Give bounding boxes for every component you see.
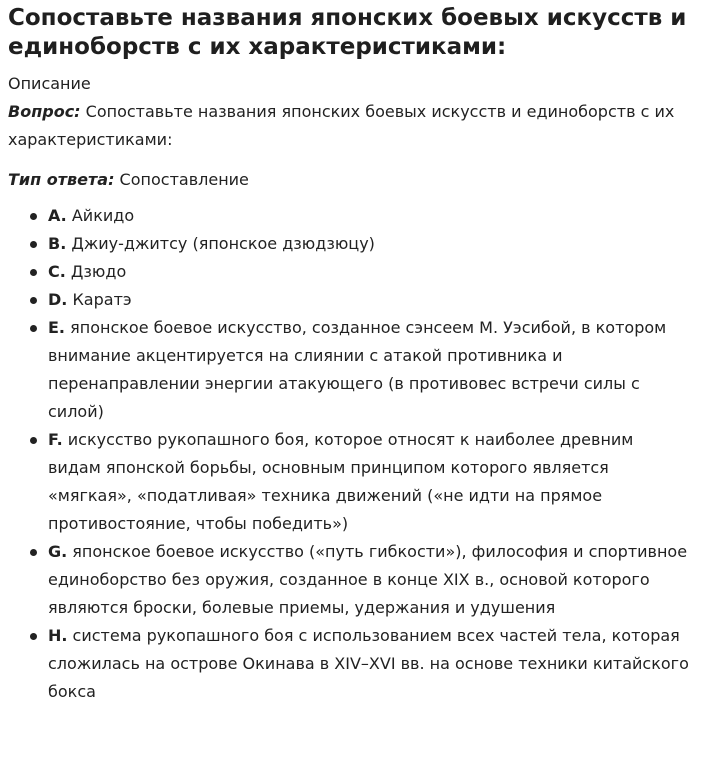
- bullet-icon: [30, 213, 37, 220]
- bullet-icon: [30, 269, 37, 276]
- bullet-icon: [30, 325, 37, 332]
- list-item: [30, 202, 691, 230]
- item-letter: C.: [48, 262, 66, 281]
- item-letter: D.: [48, 290, 68, 309]
- list-item: [30, 622, 691, 706]
- bullet-icon: [30, 633, 37, 640]
- matching-items-list: [8, 202, 691, 706]
- list-item: [30, 538, 691, 622]
- item-text: японское боевое искусство («путь гибкости»), философия и спортивное единоборство без оружия, созданное в конце XIX в., основой которого являются броски, болевые приемы, удержания и удушения: [48, 542, 688, 617]
- item-letter: H.: [48, 626, 68, 645]
- item-letter: A.: [48, 206, 67, 225]
- item-text: система рукопашного боя с использованием всех частей тела, которая сложилась на острове Окинава в XIV–XVI вв. на основе техники китайского бокса: [48, 626, 689, 701]
- item-text: искусство рукопашного боя, которое относят к наиболее древним видам японской борьбы, основным принципом которого является «мягкая», «податливая» техника движений («не идти на прямое противостояние, чтобы победить»): [48, 430, 634, 533]
- bullet-icon: [30, 241, 37, 248]
- page-title: Сопоставьте названия японских боевых искусств и единоборств с их характеристиками:: [8, 5, 687, 60]
- item-letter: F.: [48, 430, 63, 449]
- list-item: [30, 230, 691, 258]
- bullet-icon: [30, 437, 37, 444]
- item-letter: E.: [48, 318, 66, 337]
- answer-type-paragraph: [8, 166, 691, 194]
- item-text: Дзюдо: [65, 262, 127, 281]
- list-item: [30, 286, 691, 314]
- item-text: Айкидо: [66, 206, 135, 225]
- answer-type-label: Тип ответа:: [8, 170, 115, 189]
- bullet-icon: [30, 549, 37, 556]
- item-text: Каратэ: [67, 290, 132, 309]
- item-text: японское боевое искусство, созданное сэнсеем М. Уэсибой, в котором внимание акцентируется на слиянии с атакой противника и перенаправлении энергии атакующего (в противовес встречи силы с силой): [48, 318, 667, 421]
- answer-type-text: Сопоставление: [114, 170, 249, 189]
- list-item: [30, 258, 691, 286]
- item-text: Джиу-джитсу (японское дзюдзюцу): [66, 234, 375, 253]
- list-item: [30, 426, 691, 538]
- question-label: Вопрос:: [8, 102, 81, 121]
- list-item: [30, 314, 691, 426]
- bullet-icon: [30, 297, 37, 304]
- description-label: Описание: [8, 74, 91, 93]
- question-text: Сопоставьте названия японских боевых искусств и единоборств с их характеристиками:: [8, 102, 675, 149]
- item-letter: G.: [48, 542, 68, 561]
- item-letter: B.: [48, 234, 67, 253]
- question-paragraph: [8, 98, 691, 154]
